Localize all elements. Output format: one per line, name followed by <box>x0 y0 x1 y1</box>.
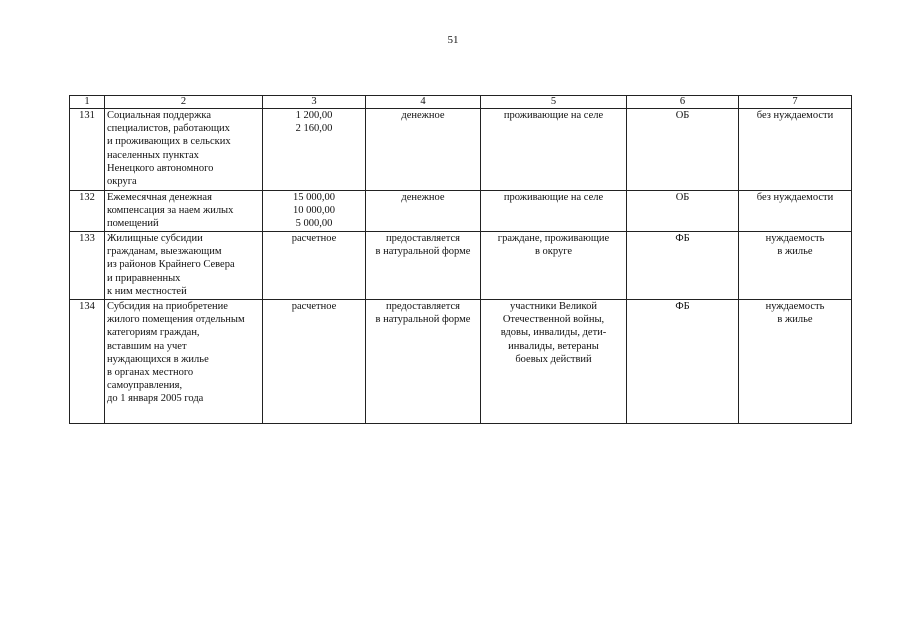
cell-text-line: без нуждаемости <box>756 110 834 121</box>
cell-text-line: гражданам, выезжающим <box>107 246 222 258</box>
provision-form-cell <box>366 109 481 191</box>
cell-text-line: в натуральной форме <box>375 246 471 258</box>
cell-text-line: населенных пунктах <box>107 149 199 161</box>
table-row <box>70 300 852 424</box>
recipients-cell <box>481 191 627 232</box>
cell-text-line: предоставляется <box>385 233 461 244</box>
cell-text-line: 10 000,00 <box>293 205 335 217</box>
column-header-6: 6 <box>627 96 739 109</box>
cell-text-line: без нуждаемости <box>756 192 834 203</box>
recipients-cell <box>481 300 627 424</box>
cell-text-line: граждане, проживающие <box>497 233 610 244</box>
table-row <box>70 232 852 300</box>
cell-text-line: проживающие на селе <box>503 110 604 121</box>
benefits-table <box>69 95 852 424</box>
column-header-4: 4 <box>366 96 481 109</box>
column-number-row <box>70 96 852 109</box>
cell-text-line: вдовы, инвалиды, дети- <box>500 327 607 339</box>
need-criterion-cell <box>739 191 852 232</box>
provision-form-cell <box>366 191 481 232</box>
cell-text-line: в органах местного <box>107 367 194 379</box>
table-body <box>70 96 852 424</box>
row-number-cell: 134 <box>70 300 105 424</box>
table-row <box>70 109 852 191</box>
cell-text-line: в жилье <box>777 246 813 258</box>
cell-text-line: расчетное <box>291 301 337 312</box>
cell-text-line: проживающие на селе <box>503 192 604 203</box>
benefit-name-cell <box>105 191 263 232</box>
cell-text-line: денежное <box>401 110 445 121</box>
budget-source-cell <box>627 191 739 232</box>
benefit-name-cell <box>105 109 263 191</box>
cell-text-line: Жилищные субсидии <box>107 233 203 244</box>
cell-text-line: предоставляется <box>385 301 461 312</box>
cell-text-line: Субсидия на приобретение <box>107 301 228 312</box>
column-header-1: 1 <box>70 96 105 109</box>
cell-text-line: ОБ <box>675 192 690 203</box>
cell-text-line: в жилье <box>777 314 813 326</box>
cell-text-line: в округе <box>534 246 573 258</box>
row-number-cell: 133 <box>70 232 105 300</box>
recipients-cell <box>481 109 627 191</box>
cell-text-line: 5 000,00 <box>295 218 333 230</box>
cell-text-line: ФБ <box>675 233 690 244</box>
cell-text-line: ОБ <box>675 110 690 121</box>
cell-text-line: Социальная поддержка <box>107 110 212 121</box>
row-number-cell: 132 <box>70 191 105 232</box>
cell-text-line: 15 000,00 <box>293 192 335 203</box>
amount-cell <box>263 300 366 424</box>
cell-text-line: вставшим на учет <box>107 340 187 352</box>
need-criterion-cell <box>739 300 852 424</box>
amount-cell <box>263 232 366 300</box>
page-number: 51 <box>447 34 459 46</box>
column-header-7: 7 <box>739 96 852 109</box>
cell-text-line: Отечественной войны, <box>502 314 605 326</box>
benefit-name-cell <box>105 232 263 300</box>
recipients-cell <box>481 232 627 300</box>
cell-text-line: компенсация за наем жилых <box>107 205 234 217</box>
cell-text-line: специалистов, работающих <box>107 123 230 135</box>
need-criterion-cell <box>739 232 852 300</box>
provision-form-cell <box>366 232 481 300</box>
budget-source-cell <box>627 109 739 191</box>
cell-text-line: в натуральной форме <box>375 314 471 326</box>
cell-text-line: к ним местностей <box>107 285 187 297</box>
provision-form-cell <box>366 300 481 424</box>
amount-cell <box>263 191 366 232</box>
cell-text-line: до 1 января 2005 года <box>107 393 204 405</box>
table-row <box>70 191 852 232</box>
cell-text-line: участники Великой <box>510 301 597 312</box>
cell-text-line: 1 200,00 <box>295 110 333 121</box>
cell-text-line: инвалиды, ветераны <box>508 340 599 352</box>
cell-text-line: расчетное <box>291 233 337 244</box>
cell-text-line: Ненецкого автономного <box>107 162 214 174</box>
cell-text-line: ФБ <box>675 301 690 312</box>
cell-text-line: и проживающих в сельских <box>107 136 231 148</box>
cell-text-line: помещений <box>107 218 159 230</box>
cell-text-line: самоуправления, <box>107 380 183 392</box>
cell-text-line: нуждаемость <box>765 233 825 244</box>
budget-source-cell <box>627 300 739 424</box>
column-header-3: 3 <box>263 96 366 109</box>
row-number-cell: 131 <box>70 109 105 191</box>
cell-text-line: денежное <box>401 192 445 203</box>
cell-text-line: 2 160,00 <box>295 123 333 135</box>
cell-text-line: нуждающихся в жилье <box>107 353 209 365</box>
cell-text-line: жилого помещения отдельным <box>107 314 245 326</box>
budget-source-cell <box>627 232 739 300</box>
cell-text-line: категориям граждан, <box>107 327 200 339</box>
cell-text-line: из районов Крайнего Севера <box>107 259 235 271</box>
column-header-2: 2 <box>105 96 263 109</box>
cell-text-line: нуждаемость <box>765 301 825 312</box>
cell-text-line: округа <box>107 176 137 188</box>
benefit-name-cell <box>105 300 263 424</box>
amount-cell <box>263 109 366 191</box>
cell-text-line: Ежемесячная денежная <box>107 192 212 203</box>
column-header-5: 5 <box>481 96 627 109</box>
need-criterion-cell <box>739 109 852 191</box>
cell-text-line: и приравненных <box>107 272 181 284</box>
cell-text-line: боевых действий <box>515 353 592 365</box>
